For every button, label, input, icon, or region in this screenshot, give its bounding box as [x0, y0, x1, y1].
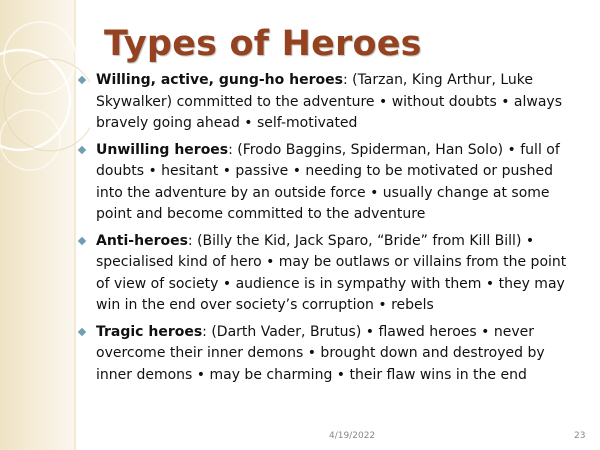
list-item — [78, 140, 578, 226]
list-item — [78, 322, 578, 387]
bullet-term: Willing, active, gung-ho heroes — [96, 72, 343, 88]
slide-title: Types of Heroes — [104, 24, 422, 64]
bullet-text: : (Billy the Kid, Jack Sparo, “Bride” from Kill Bill) • specialised kind of hero • may be outlaws or villains from the point of view of society • audience is in sympathy with them • they may win in the end over society’s corruption • rebels — [96, 232, 567, 313]
list-item — [78, 231, 578, 317]
footer-date: 4/19/2022 — [329, 431, 376, 441]
bullet-icon — [78, 145, 86, 153]
bullet-icon — [78, 76, 86, 84]
decorative-circles — [0, 0, 90, 200]
bullet-term: Unwilling heroes — [96, 141, 229, 158]
list-item — [78, 70, 578, 135]
bullet-icon — [78, 236, 86, 244]
bullet-text: : (Darth Vader, Brutus) • flawed heroes • never overcome their inner demons • brought down and destroyed by inner demons • may be charming • their flaw wins in the end — [96, 323, 545, 383]
bullet-list — [78, 70, 578, 391]
bullet-term: Anti-heroes — [96, 232, 188, 249]
bullet-text: : (Tarzan, King Arthur, Luke Skywalker) committed to the adventure • without doubts • always bravely going ahead • self-motivated — [96, 72, 563, 131]
bullet-icon — [78, 327, 86, 335]
page-number: 23 — [574, 431, 586, 441]
bullet-term: Tragic heroes — [96, 323, 203, 340]
bullet-text: : (Frodo Baggins, Spiderman, Han Solo) • full of doubts • hesitant • passive • needing to be motivated or pushed into the adventure by an outside force • usually change at some point and become committed to the adventure — [96, 141, 560, 222]
